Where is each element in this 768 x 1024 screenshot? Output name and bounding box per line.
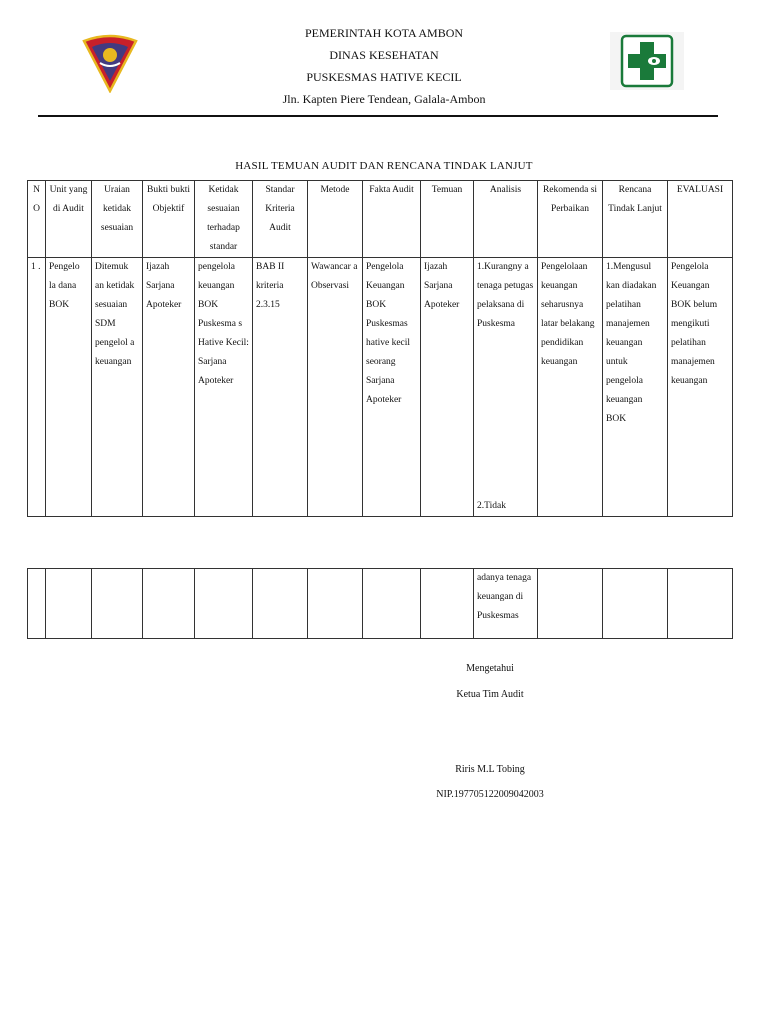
cell-analisis-text: 1.Kurangny a tenaga petugas pelaksana di Puskesma bbox=[477, 262, 534, 329]
signature-nip: NIP.197705122009042003 bbox=[436, 789, 544, 800]
header-unit: Unit yang di Audit bbox=[46, 181, 92, 258]
cell-empty bbox=[538, 569, 603, 639]
letterhead-line-2: DINAS KESEHATAN bbox=[329, 48, 439, 62]
health-cross-logo bbox=[610, 32, 684, 90]
cell-empty bbox=[668, 569, 733, 639]
header-rekomendasi: Rekomenda si Perbaikan bbox=[538, 181, 603, 258]
cell-empty bbox=[143, 569, 195, 639]
header-no: N O bbox=[28, 181, 46, 258]
header-standar: Standar Kriteria Audit bbox=[253, 181, 308, 258]
cell-temuan: Ijazah Sarjana Apoteker bbox=[421, 258, 474, 517]
cell-rencana: 1.Mengusul kan diadakan pelatihan manajemen keuangan untuk pengelola keuangan BOK bbox=[603, 258, 668, 517]
letterhead-divider bbox=[38, 115, 718, 117]
cell-standar: BAB II kriteria 2.3.15 bbox=[253, 258, 308, 517]
cell-empty bbox=[421, 569, 474, 639]
signature-role: Ketua Tim Audit bbox=[456, 689, 524, 700]
letterhead-line-1: PEMERINTAH KOTA AMBON bbox=[304, 26, 464, 40]
signature-mengetahui: Mengetahui bbox=[466, 663, 514, 674]
cell-fakta: Pengelola Keuangan BOK Puskesmas hative kecil seorang Sarjana Apoteker bbox=[363, 258, 421, 517]
cell-empty bbox=[308, 569, 363, 639]
header-ketidak: Ketidak sesuaian terhadap standar bbox=[195, 181, 253, 258]
letterhead-address: Jln. Kapten Piere Tendean, Galala-Ambon bbox=[282, 92, 486, 106]
cell-analisis-continued: adanya tenaga keuangan di Puskesmas bbox=[474, 569, 538, 639]
cell-ketidak: pengelola keuangan BOK Puskesma s Hative Kecil: Sarjana Apoteker bbox=[195, 258, 253, 517]
header-temuan: Temuan bbox=[421, 181, 474, 258]
audit-findings-table bbox=[27, 180, 733, 517]
cell-empty bbox=[92, 569, 143, 639]
signature-name: Riris M.L Tobing bbox=[455, 764, 525, 775]
cell-empty bbox=[253, 569, 308, 639]
table-row bbox=[28, 258, 733, 517]
header-metode: Metode bbox=[308, 181, 363, 258]
cell-empty bbox=[363, 569, 421, 639]
header-bukti: Bukti bukti Objektif bbox=[143, 181, 195, 258]
cell-analisis-tail: 2.Tidak bbox=[477, 501, 506, 511]
letterhead-line-3: PUSKESMAS HATIVE KECIL bbox=[306, 70, 462, 84]
header-uraian: Uraian ketidak sesuaian bbox=[92, 181, 143, 258]
table-header-row bbox=[28, 181, 733, 258]
cell-metode: Wawancar a Observasi bbox=[308, 258, 363, 517]
cell-empty bbox=[46, 569, 92, 639]
table-row bbox=[28, 569, 733, 639]
cell-no: 1 . bbox=[28, 258, 46, 517]
document-title: HASIL TEMUAN AUDIT DAN RENCANA TINDAK LANJUT bbox=[235, 160, 533, 172]
cell-evaluasi: Pengelola Keuangan BOK belum mengikuti pelatihan manajemen keuangan bbox=[668, 258, 733, 517]
header-fakta: Fakta Audit bbox=[363, 181, 421, 258]
cell-empty bbox=[603, 569, 668, 639]
header-rencana: Rencana Tindak Lanjut bbox=[603, 181, 668, 258]
cell-empty bbox=[195, 569, 253, 639]
audit-findings-table-continued bbox=[27, 568, 733, 639]
cell-empty bbox=[28, 569, 46, 639]
cell-unit: Pengelo la dana BOK bbox=[46, 258, 92, 517]
cell-bukti: Ijazah Sarjana Apoteker bbox=[143, 258, 195, 517]
cell-analisis bbox=[474, 258, 538, 517]
cell-uraian: Ditemuk an ketidak sesuaian SDM pengelol a keuangan bbox=[92, 258, 143, 517]
header-evaluasi: EVALUASI bbox=[668, 181, 733, 258]
cell-rekomendasi: Pengelolaan keuangan seharusnya latar belakang pendidikan keuangan bbox=[538, 258, 603, 517]
header-analisis: Analisis bbox=[474, 181, 538, 258]
